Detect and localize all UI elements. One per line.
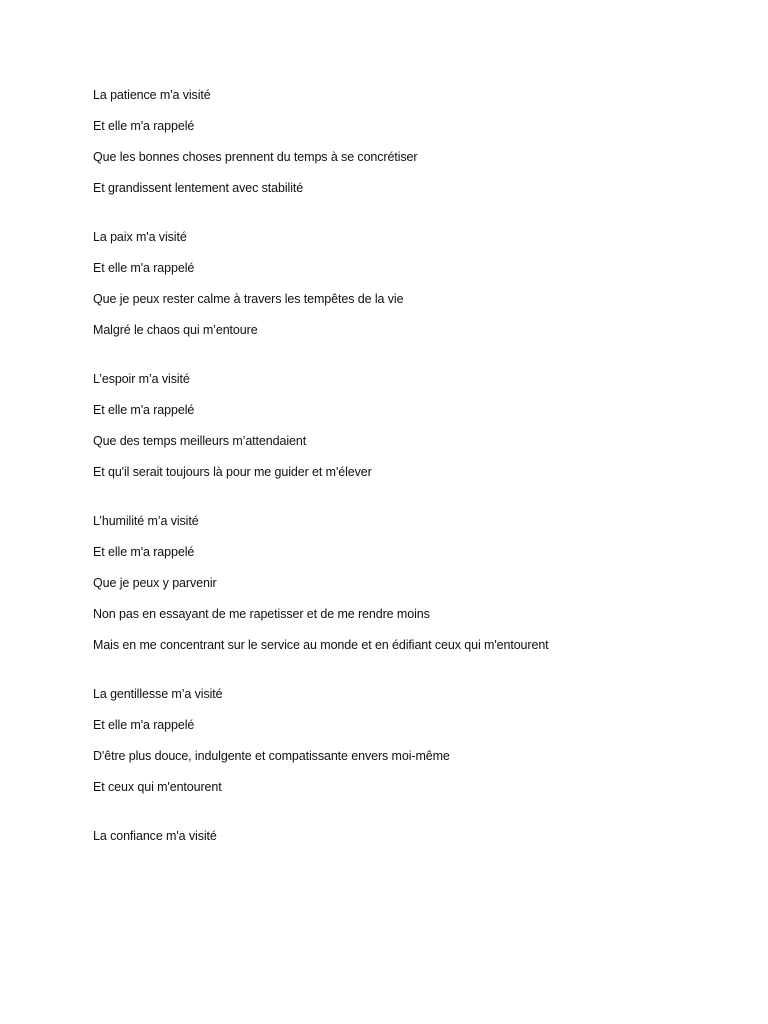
poem-body [93,86,733,876]
poem-line: La confiance m'a visité [93,829,217,843]
poem-line: Non pas en essayant de me rapetisser et de me rendre moins [93,607,430,621]
stanza-gentillesse [93,685,733,796]
poem-line: Que des temps meilleurs m’attendaient [93,434,307,448]
poem-line: Et grandissent lentement avec stabilité [93,181,304,195]
poem-line: Que les bonnes choses prennent du temps à se concrétiser [93,150,418,164]
poem-line: D'être plus douce, indulgente et compatissante envers moi-même [93,749,450,763]
poem-line: Et elle m'a rappelé [93,545,195,559]
stanza-confiance [93,827,733,845]
poem-line: Et elle m'a rappelé [93,261,195,275]
poem-line: La patience m'a visité [93,88,211,102]
stanza-humilite [93,512,733,654]
poem-line: La paix m'a visité [93,230,187,244]
poem-line: La gentillesse m’a visité [93,687,223,701]
poem-line: Que je peux rester calme à travers les tempêtes de la vie [93,292,404,306]
poem-line: Et qu'il serait toujours là pour me guider et m'élever [93,465,372,479]
stanza-espoir [93,370,733,481]
poem-line: L’espoir m’a visité [93,372,190,386]
poem-line: Et elle m'a rappelé [93,403,195,417]
poem-line: Mais en me concentrant sur le service au monde et en édifiant ceux qui m'entourent [93,638,549,652]
stanza-patience [93,86,733,197]
poem-line: L’humilité m’a visité [93,514,199,528]
poem-line: Malgré le chaos qui m’entoure [93,323,258,337]
poem-line: Et elle m'a rappelé [93,718,195,732]
stanza-paix [93,228,733,339]
poem-line: Et elle m'a rappelé [93,119,195,133]
poem-line: Et ceux qui m'entourent [93,780,222,794]
poem-line: Que je peux y parvenir [93,576,217,590]
